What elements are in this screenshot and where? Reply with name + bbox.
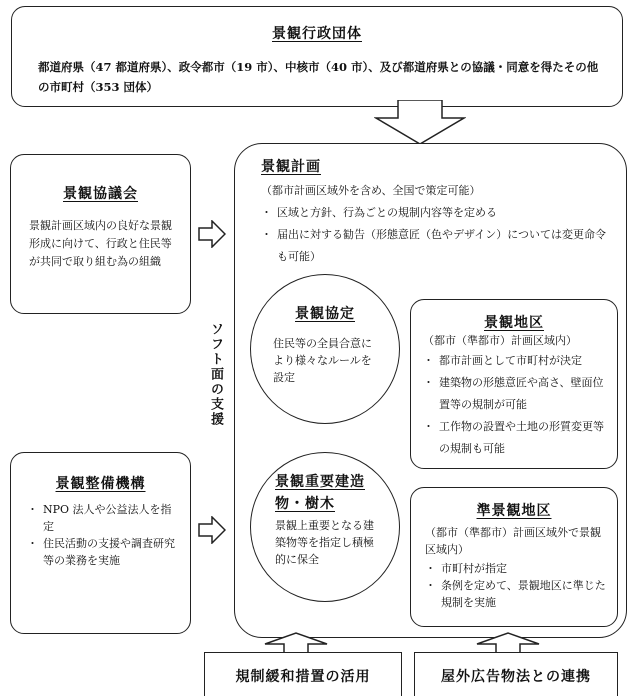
deregulation-measures-box — [204, 652, 402, 696]
outdoor-advertising-law-box — [414, 652, 618, 696]
landscape-improvement-org-title: 景観整備機構 — [55, 476, 146, 492]
landscape-district-title: 景観地区 — [484, 315, 544, 331]
quasi-landscape-district-title: 準景観地区 — [476, 503, 552, 519]
landscape-district-box — [410, 299, 618, 469]
landscape-plan-list — [261, 202, 614, 268]
landscape-district-subtitle: （都市（準都市）計画区域内） — [423, 334, 577, 347]
quasi-landscape-district-subtitle: （都市（準都市）計画区域外で景観区域内） — [425, 526, 601, 556]
landscape-council-description: 景観計画区域内の良好な景観形成に向けて、行政と住民等が共同で取り組む為の組織 — [29, 219, 172, 268]
landscape-council-box — [10, 154, 191, 314]
landscape-improvement-org-list — [27, 501, 182, 569]
right-arrow-icon — [198, 516, 226, 544]
landscape-plan-title: 景観計画 — [261, 159, 321, 175]
up-arrow-icon — [476, 632, 540, 654]
outdoor-advertising-law-label: 屋外広告物法との連携 — [441, 669, 591, 685]
right-arrow-icon — [198, 220, 226, 248]
landscape-administrative-body-title: 景観行政団体 — [272, 26, 362, 42]
landscape-agreement-circle — [250, 274, 400, 424]
list-item: ・ NPO 法人や公益法人を指定 — [27, 501, 182, 535]
list-item: ・ 市町村が指定 — [425, 560, 607, 577]
soft-support-label: ソフト面の支援 — [208, 322, 223, 427]
list-item: ・ 建築物の形態意匠や高さ、壁面位置等の規制が可能 — [423, 372, 609, 416]
landscape-important-structures-description: 景観上重要となる建築物等を指定し積極的に保全 — [275, 519, 374, 566]
list-item: ・ 都市計画として市町村が決定 — [423, 350, 609, 372]
list-item: ・ 届出に対する勧告（形態意匠（色やデザイン）については変更命令も可能） — [261, 224, 614, 268]
list-item: ・ 工作物の設置や土地の形質変更等の規制も可能 — [423, 416, 609, 460]
list-item: ・ 条例を定めて、景観地区に準じた規制を実施 — [425, 577, 607, 611]
up-arrow-icon — [264, 632, 328, 654]
landscape-improvement-org-box — [10, 452, 191, 634]
landscape-important-structures-circle — [250, 452, 400, 602]
landscape-agreement-description: 住民等の全員合意により様々なルールを設定 — [273, 337, 372, 384]
deregulation-measures-label: 規制緩和措置の活用 — [235, 669, 371, 685]
list-item: ・ 住民活動の支援や調査研究等の業務を実施 — [27, 535, 182, 569]
landscape-plan-subtitle: （都市計画区域外を含め、全国で策定可能） — [261, 184, 481, 197]
landscape-district-list — [423, 350, 609, 460]
landscape-council-title: 景観協議会 — [63, 186, 138, 202]
down-arrow-icon — [374, 100, 466, 146]
quasi-landscape-district-list — [425, 560, 607, 611]
landscape-administrative-body-description: 都道府県（47 都道府県）、政令都市（19 市）、中核市（40 市）、及び都道府県との協議・同意を得たその他の市町村（353 団体） — [38, 60, 599, 94]
landscape-administrative-body-box — [11, 6, 623, 107]
list-item: ・ 区域と方針、行為ごとの規制内容等を定める — [261, 202, 614, 224]
landscape-important-structures-title: 景観重要建造物・樹木 — [275, 474, 365, 512]
landscape-agreement-title: 景観協定 — [295, 306, 355, 322]
quasi-landscape-district-box — [410, 487, 618, 627]
